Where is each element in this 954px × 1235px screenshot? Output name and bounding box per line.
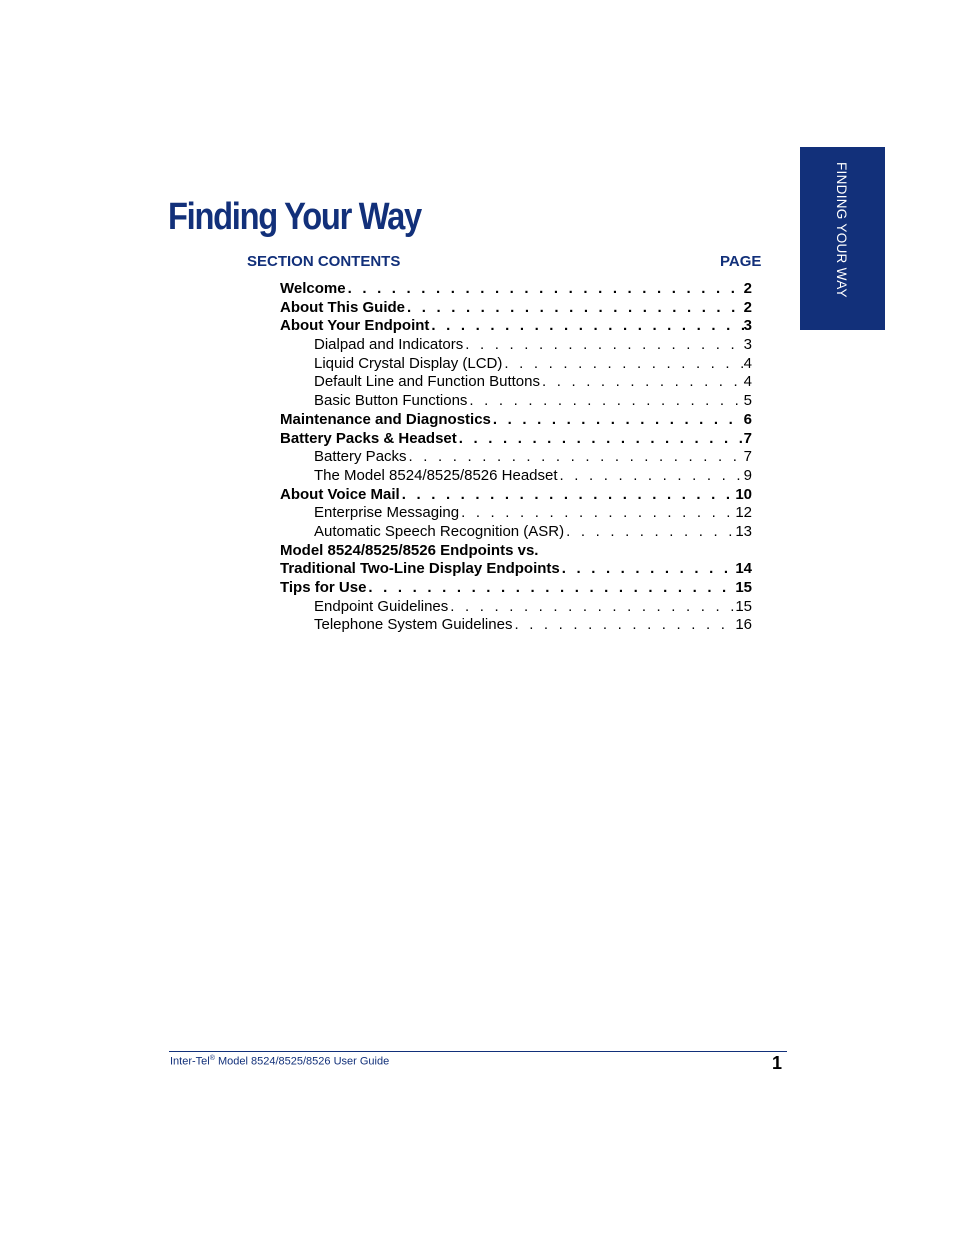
- toc-entry-page: 15: [735, 597, 752, 615]
- toc-leader-dots: [346, 280, 744, 299]
- registered-mark: ®: [209, 1055, 215, 1062]
- toc-entry-title: About Your Endpoint: [280, 317, 430, 335]
- toc-leader-dots: [502, 355, 743, 374]
- toc-entry-page: 13: [735, 522, 752, 540]
- toc-entry-title: Endpoint Guidelines: [314, 597, 449, 615]
- footer-guide-name: Model 8524/8525/8526 User Guide: [214, 1055, 390, 1068]
- toc-leader-dots: [560, 560, 736, 579]
- toc-entry-title: Telephone System Guidelines: [314, 616, 513, 634]
- page-number: 1: [772, 1053, 783, 1073]
- toc-entry-title: About This Guide: [280, 298, 405, 316]
- toc-leader-dots: [512, 616, 735, 635]
- table-of-contents: [280, 280, 752, 635]
- toc-entry-page: 4: [743, 373, 752, 391]
- toc-subentry[interactable]: [280, 448, 752, 467]
- footer-brand: Inter-Tel: [170, 1055, 210, 1068]
- toc-entry-title: Model 8524/8525/8526 Endpoints vs.: [280, 541, 539, 559]
- toc-subentry[interactable]: [280, 392, 752, 411]
- toc-leader-dots: [467, 392, 743, 411]
- toc-entry[interactable]: [280, 430, 752, 449]
- toc-entry-title: About Voice Mail: [280, 485, 400, 503]
- toc-entry-page: 9: [743, 466, 752, 484]
- toc-subentry[interactable]: [280, 467, 752, 486]
- toc-subentry[interactable]: [280, 504, 752, 523]
- toc-entry-page: 3: [743, 336, 752, 354]
- toc-subentry[interactable]: [280, 355, 752, 374]
- toc-entry[interactable]: [280, 560, 752, 579]
- toc-entry-page: 12: [735, 504, 752, 522]
- toc-leader-dots: [405, 299, 744, 318]
- toc-leader-dots: [429, 317, 743, 336]
- toc-entry[interactable]: [280, 486, 752, 505]
- toc-entry[interactable]: [280, 317, 752, 336]
- toc-leader-dots: [540, 373, 744, 392]
- toc-entry-title: Welcome: [280, 280, 346, 297]
- toc-entry-page: 2: [743, 298, 752, 316]
- toc-entry-title: Battery Packs: [314, 448, 407, 466]
- toc-leader-dots: [491, 411, 744, 430]
- toc-entry[interactable]: [280, 299, 752, 318]
- toc-entry-title: Maintenance and Diagnostics: [280, 410, 491, 428]
- toc-leader-dots: [558, 467, 744, 486]
- page-column-heading: PAGE: [720, 253, 762, 270]
- toc-subentry[interactable]: [280, 598, 752, 617]
- toc-leader-dots: [407, 448, 744, 467]
- toc-subentry[interactable]: [280, 373, 752, 392]
- toc-entry-page: 14: [735, 560, 752, 578]
- toc-leader-dots: [400, 486, 736, 505]
- toc-entry-page: 2: [743, 280, 752, 297]
- toc-entry[interactable]: [280, 411, 752, 430]
- toc-entry-title: Basic Button Functions: [314, 392, 468, 410]
- toc-entry-title: Automatic Speech Recognition (ASR): [314, 522, 565, 540]
- toc-entry[interactable]: [280, 280, 752, 299]
- toc-leader-dots: [564, 523, 735, 542]
- toc-leader-dots: [459, 504, 735, 523]
- toc-entry-page: 5: [743, 392, 752, 410]
- footer-guide-title: [170, 1055, 389, 1068]
- toc-entry[interactable]: [280, 579, 752, 598]
- toc-entry-page: 16: [735, 616, 752, 634]
- toc-leader-dots: [448, 598, 735, 617]
- toc-subentry[interactable]: [280, 616, 752, 635]
- toc-entry-page: 6: [743, 410, 752, 428]
- toc-leader-dots: [457, 430, 744, 449]
- toc-entry-title: Liquid Crystal Display (LCD): [314, 354, 503, 372]
- toc-entry-page: 7: [743, 429, 752, 447]
- page-title: Finding Your Way: [168, 196, 421, 238]
- toc-entry-title: The Model 8524/8525/8526 Headset: [314, 466, 558, 484]
- toc-subentry[interactable]: [280, 336, 752, 355]
- toc-entry-title: Traditional Two-Line Display Endpoints: [280, 560, 560, 578]
- toc-entry-page: 4: [743, 354, 752, 372]
- side-tab-label: FINDING YOUR WAY: [834, 162, 849, 298]
- toc-entry-page: 3: [743, 317, 752, 335]
- toc-entry-page: 15: [735, 579, 752, 596]
- toc-subentry[interactable]: [280, 523, 752, 542]
- toc-entry-title: Dialpad and Indicators: [314, 336, 464, 354]
- toc-entry-continued[interactable]: [280, 542, 752, 561]
- toc-leader-dots: [463, 336, 743, 355]
- toc-entry-title: Default Line and Function Buttons: [314, 373, 540, 391]
- section-contents-heading: SECTION CONTENTS: [247, 253, 401, 270]
- toc-entry-page: 7: [743, 448, 752, 466]
- toc-leader-dots: [366, 579, 735, 598]
- footer-divider: [169, 1051, 787, 1052]
- toc-entry-title: Battery Packs & Headset: [280, 429, 457, 447]
- toc-entry-title: Enterprise Messaging: [314, 504, 460, 522]
- toc-entry-page: 10: [735, 485, 752, 503]
- toc-entry-title: Tips for Use: [280, 579, 367, 596]
